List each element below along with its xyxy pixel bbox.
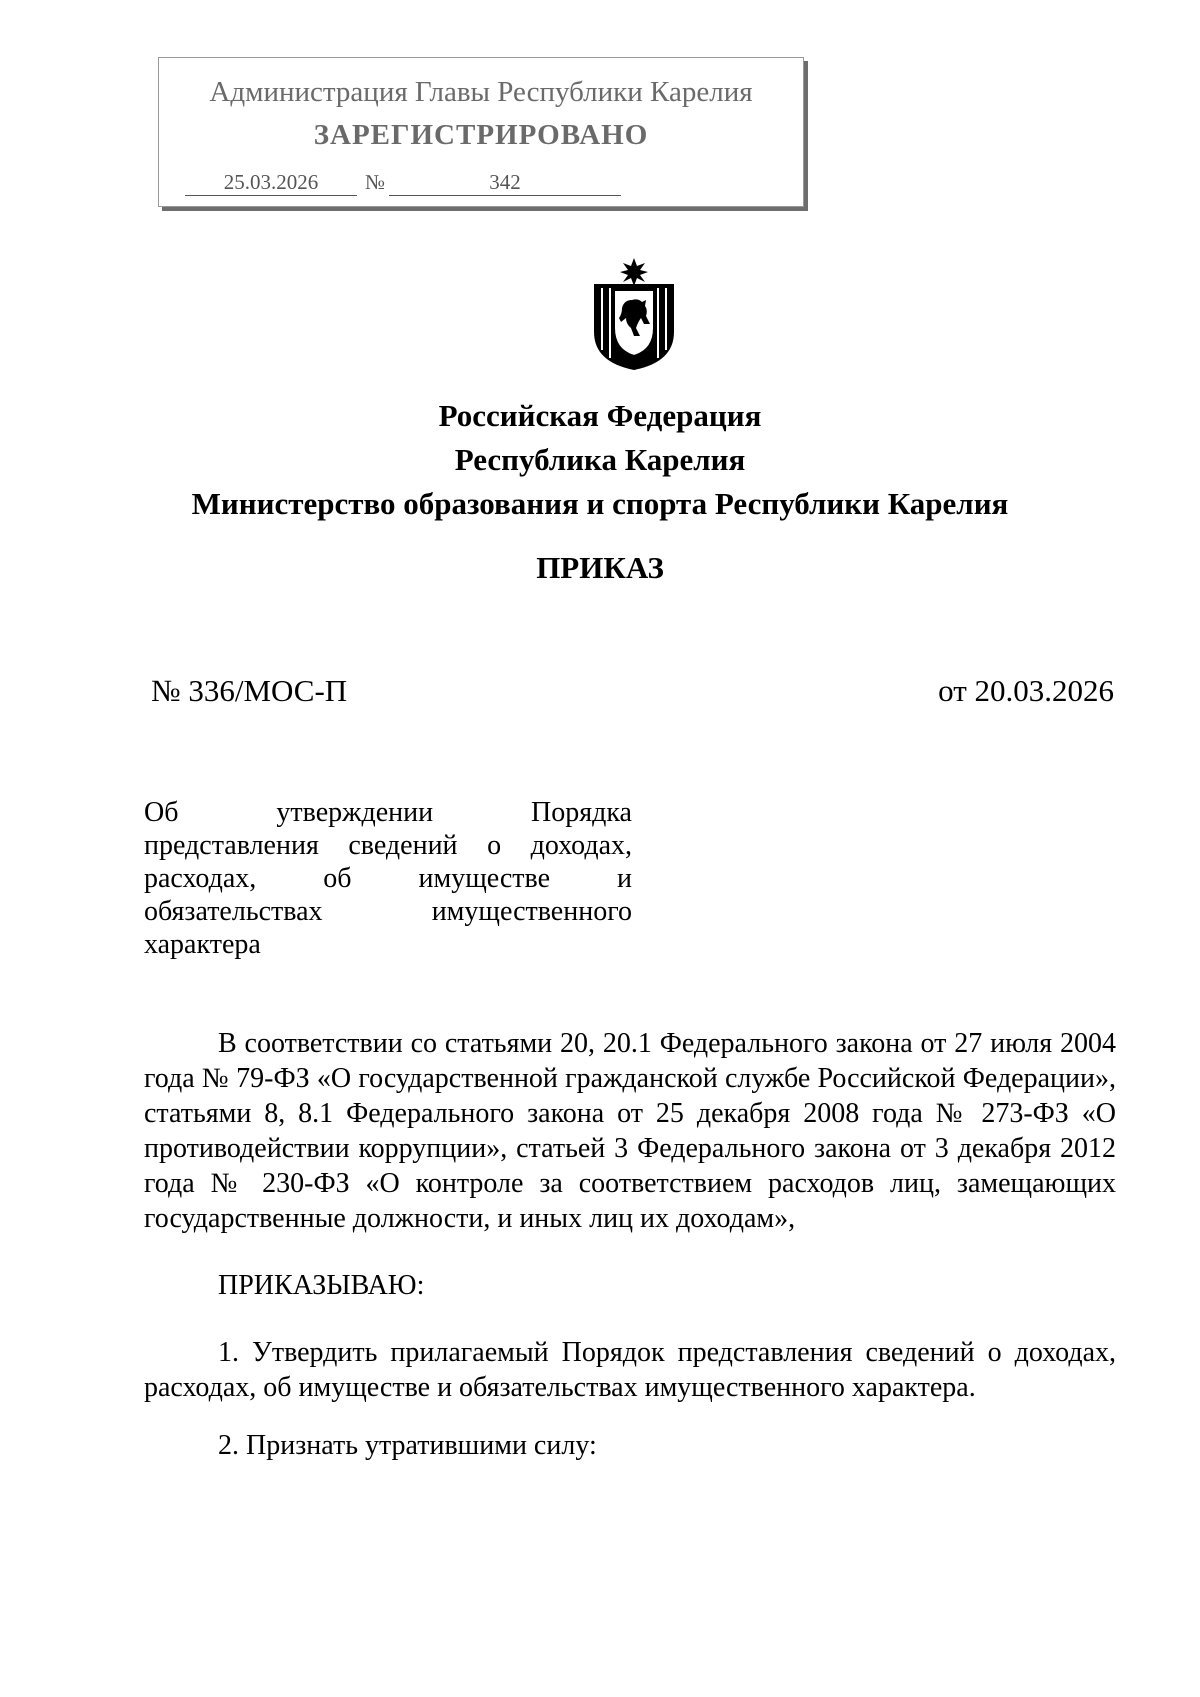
subject-line: Об утверждении Порядка [144,797,632,828]
header-ministry: Министерство образования и спорта Республики Карелия [191,486,1009,521]
header-republic: Республика Карелия [454,442,746,477]
stamp-number-label: № [365,170,386,194]
header-country: Российская Федерация [438,398,762,433]
order-item-2: 2. Признать утратившими силу: [218,1430,597,1461]
stamp-registered: ЗАРЕГИСТРИРОВАНО [313,119,649,151]
prikazyvayu-heading: ПРИКАЗЫВАЮ: [218,1270,425,1301]
order-number: № 336/МОС-П [151,673,348,708]
karelia-coat-of-arms-icon [588,258,680,372]
order-subject [144,796,632,961]
preamble-paragraph: В соответствии со статьями 20, 20.1 Федерального закона от 27 июля 2004 года № 79-ФЗ «О государственной гражданской службе Российской Федерации», статьями 8, 8.1 Федерального закона от 25 декабря 2008 года № 273-ФЗ «О противодействии коррупции», статьей 3 Федерального закона от 3 декабря 2012 года № 230-ФЗ «О контроле за соответствием расходов лиц, замещающих государственные должности, и иных лиц их доходам», [144,1028,1116,1234]
stamp-registration-row [185,170,621,196]
subject-line: характера [144,929,261,960]
stamp-date: 25.03.2026 [185,170,357,196]
stamp-number: 342 [389,170,621,196]
subject-line: расходах, об имуществе и [144,863,632,894]
stamp-authority: Администрация Главы Республики Карелия [209,76,753,108]
registration-stamp [158,57,804,207]
subject-line: обязательствах имущественного [144,896,632,927]
document-type: ПРИКАЗ [536,550,664,585]
subject-line: представления сведений о доходах, [144,830,632,861]
order-item-1: 1. Утвердить прилагаемый Порядок представления сведений о доходах, расходах, об имуществе и обязательствах имущественного характера. [144,1337,1116,1403]
order-date: от 20.03.2026 [938,673,1114,708]
